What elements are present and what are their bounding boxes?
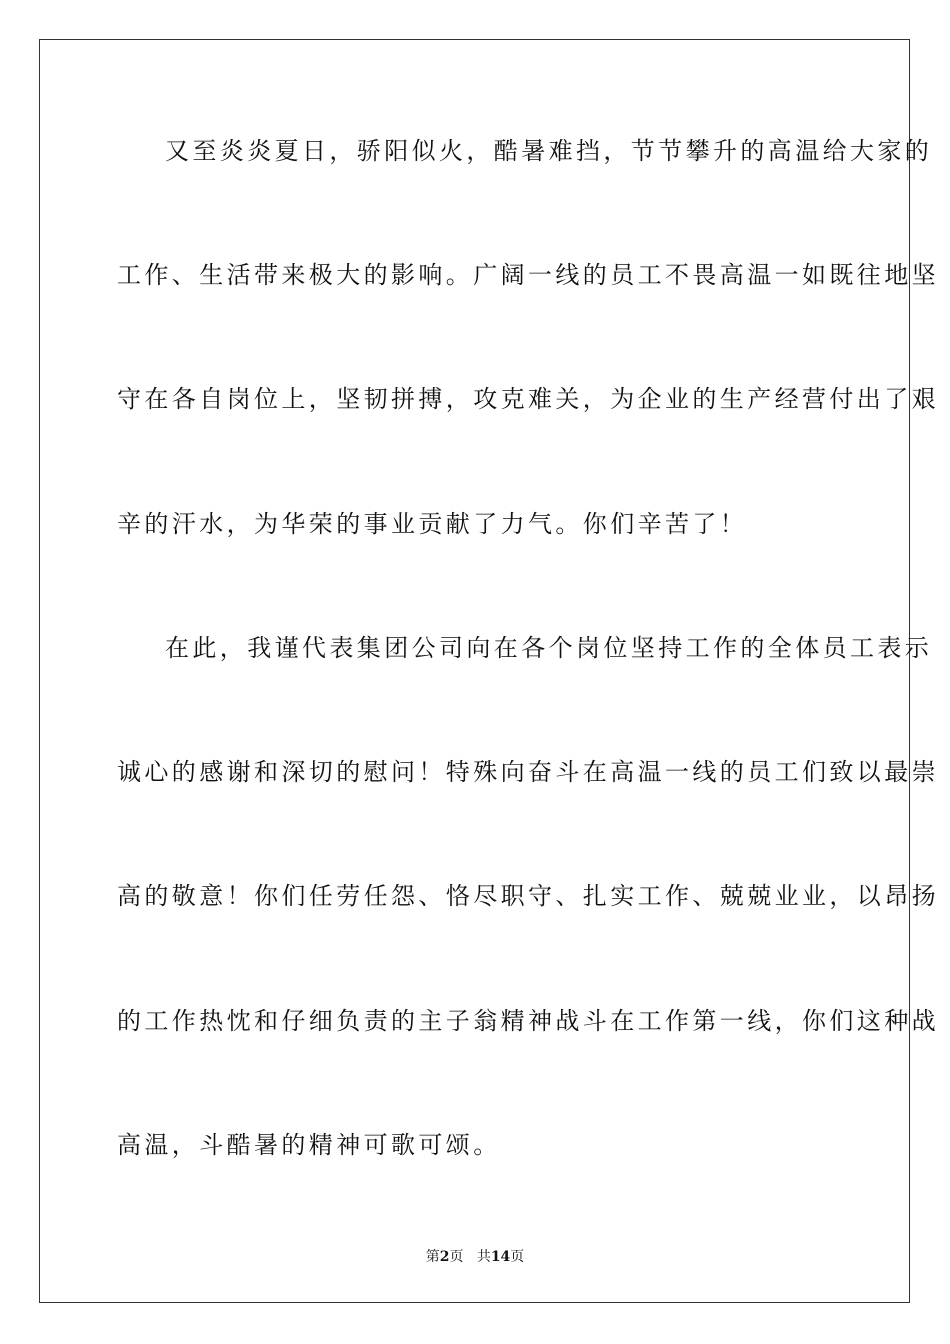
- paragraph-1-line-1: 又至炎炎夏日，骄阳似火，酷暑难挡，节节攀升的高温给大家的: [165, 137, 933, 165]
- paragraph-1-line-3: 守在各自岗位上，坚韧拼搏，攻克难关，为企业的生产经营付出了艰: [117, 385, 939, 413]
- footer-page-prefix: 第: [425, 1249, 440, 1265]
- paragraph-1-line-4: 辛的汗水，为华荣的事业贡献了力气。你们辛苦了！: [117, 510, 748, 538]
- paragraph-2-line-2: 诚心的感谢和深切的慰问！特殊向奋斗在高温一线的员工们致以最崇: [117, 758, 939, 786]
- paragraph-2-line-4: 的工作热忱和仔细负责的主子翁精神战斗在工作第一线，你们这种战: [117, 1007, 939, 1035]
- paragraph-2-line-5: 高温，斗酷暑的精神可歌可颂。: [117, 1131, 501, 1159]
- page-footer: [0, 1248, 950, 1266]
- footer-total-prefix: 共: [476, 1249, 491, 1265]
- footer-total-suffix: 页: [510, 1249, 525, 1265]
- footer-page-number: 2: [439, 1249, 450, 1265]
- paragraph-2-line-3: 高的敬意！你们任劳任怨、恪尽职守、扎实工作、兢兢业业，以昂扬: [117, 882, 939, 910]
- footer-page-suffix: 页: [449, 1249, 464, 1265]
- paragraph-1-line-2: 工作、生活带来极大的影响。广阔一线的员工不畏高温一如既往地坚: [117, 261, 939, 289]
- footer-total-pages: 14: [490, 1249, 511, 1265]
- page-border: [39, 39, 939, 1303]
- paragraph-2-line-1: 在此，我谨代表集团公司向在各个岗位坚持工作的全体员工表示: [165, 634, 933, 662]
